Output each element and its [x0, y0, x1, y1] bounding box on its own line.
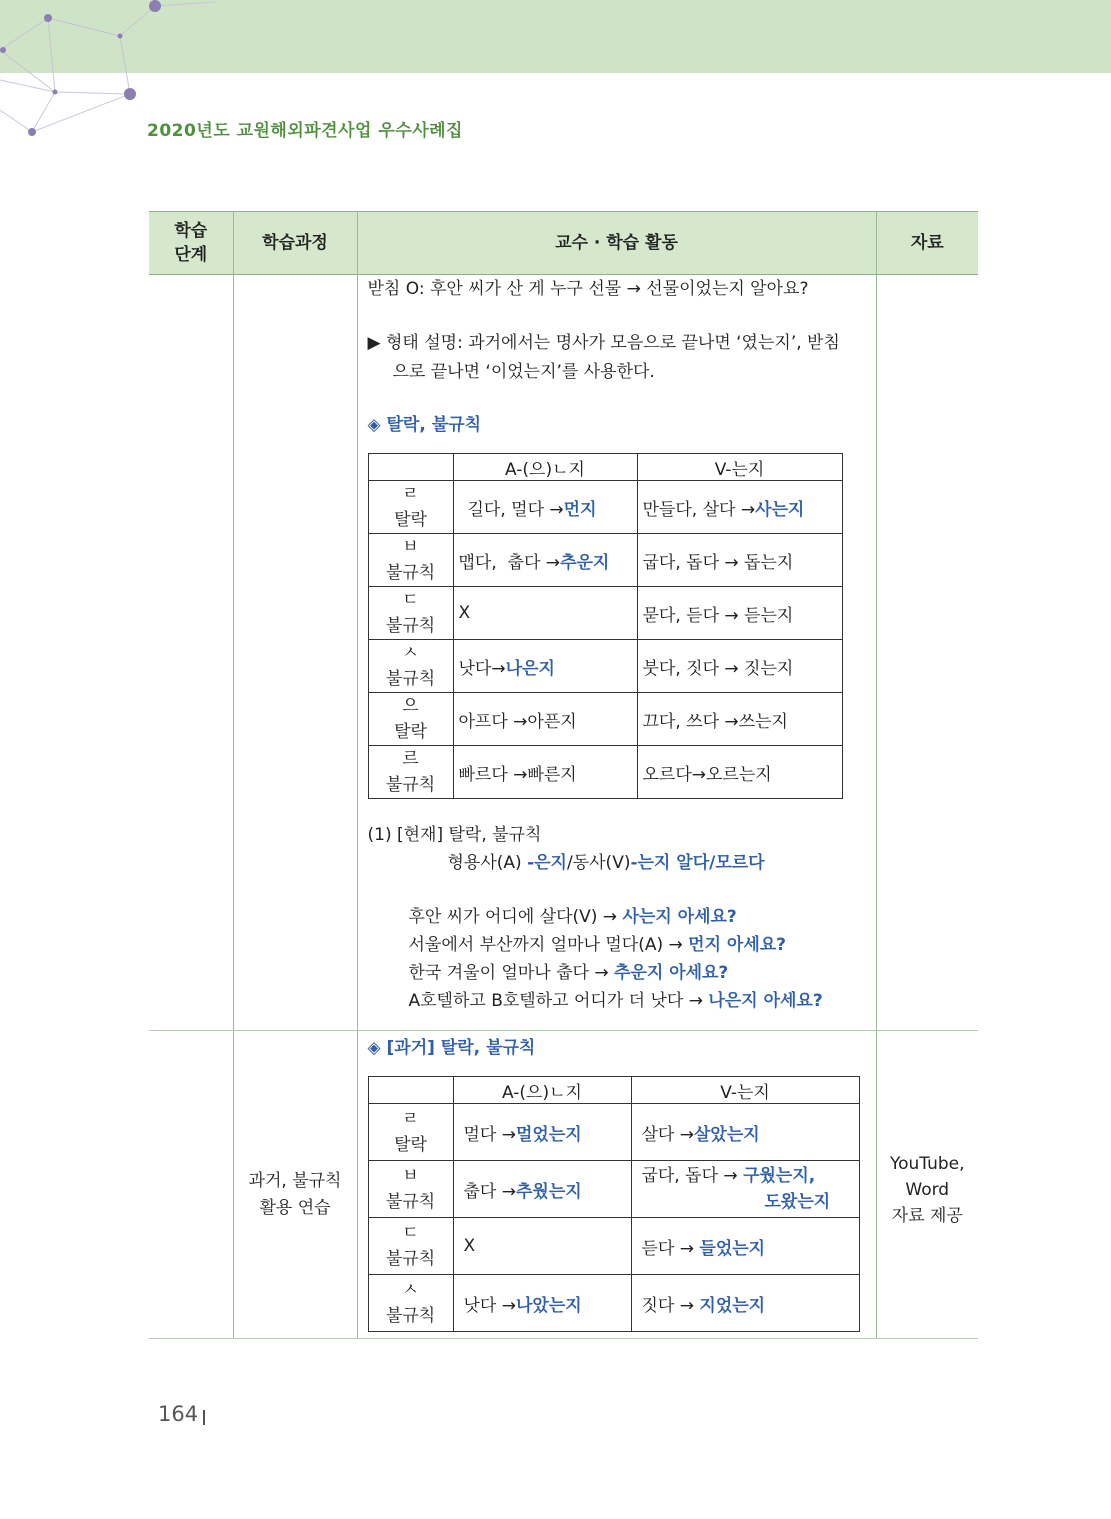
inner-header-verb: V-는지 — [631, 1077, 859, 1104]
adj-cell — [453, 1161, 631, 1218]
header-material: 자료 — [876, 212, 978, 275]
rule-label — [368, 481, 453, 534]
present-conjugation-table — [368, 453, 843, 799]
pattern-text: 형용사(A) — [447, 853, 528, 873]
verb-answer: 살았는지 — [694, 1124, 760, 1145]
adj-answer: 추운지 — [560, 552, 610, 573]
example-answer: 먼지 아세요? — [688, 935, 787, 955]
example-sentence — [368, 987, 866, 1015]
verb-text: 끄다, 쓰다 →쓰는지 — [642, 711, 788, 732]
table-row — [368, 481, 842, 534]
pattern-text: /동사(V) — [566, 853, 631, 873]
rule-label — [368, 693, 453, 746]
adj-text: 빠르다 →빠른지 — [458, 764, 577, 785]
material-line: YouTube, — [889, 1153, 965, 1174]
activity-cell — [357, 1031, 876, 1339]
bullet-line-cont: 으로 끝나면 ‘이었는지’를 사용한다. — [392, 362, 655, 382]
grammar-pattern — [368, 849, 866, 877]
section-title — [368, 1034, 866, 1062]
adj-cell — [453, 1218, 631, 1275]
verb-cell — [631, 1275, 859, 1332]
activity-line: 받침 O: 후안 씨가 산 게 누구 선물 → 선물이었는지 알아요? — [367, 279, 809, 299]
table-row — [368, 640, 842, 693]
verb-answer: 들었는지 — [699, 1238, 766, 1259]
header-row — [149, 212, 978, 275]
header-process: 학습과정 — [233, 212, 357, 275]
adj-answer: 먼지 — [563, 499, 597, 520]
header-activity: 교수 · 학습 활동 — [357, 212, 876, 275]
rule-label — [368, 1275, 453, 1332]
rule-letter: ㅂ — [402, 1166, 419, 1186]
verb-cell — [631, 1161, 859, 1218]
adj-cell — [453, 587, 637, 640]
verb-cell — [631, 1104, 859, 1161]
table-row — [368, 1104, 859, 1161]
adj-cell — [453, 693, 637, 746]
rule-name: 불규칙 — [385, 1192, 436, 1212]
table-row — [368, 1161, 859, 1218]
process-cell — [233, 1031, 357, 1339]
section-title — [368, 411, 866, 439]
inner-header-empty — [368, 454, 453, 481]
rule-label — [368, 640, 453, 693]
verb-cell — [637, 587, 842, 640]
table-row — [149, 1031, 978, 1339]
rule-name: 불규칙 — [385, 1306, 436, 1326]
verb-answer: 지었는지 — [699, 1295, 766, 1316]
adj-answer: 나은지 — [505, 658, 555, 679]
process-line: 활용 연습 — [259, 1197, 331, 1218]
example-text: A호텔하고 B호텔하고 어디가 더 낫다 → — [408, 991, 709, 1011]
verb-cell — [637, 481, 842, 534]
example-answer: 사는지 아세요? — [622, 907, 737, 927]
table-row — [368, 1275, 859, 1332]
adj-text: 낫다→ — [458, 658, 506, 679]
verb-text: 굽다, 돕다 → 돕는지 — [642, 552, 794, 573]
rule-label — [368, 746, 453, 799]
verb-answer: 도왔는지 — [764, 1192, 831, 1212]
verb-answer: 사는지 — [755, 499, 805, 520]
example-answer: 나은지 아세요? — [708, 991, 823, 1011]
rule-name: 불규칙 — [385, 616, 436, 636]
section-title-text: 탈락, 불규칙 — [386, 415, 481, 435]
diamond-bullet-icon: ◈ — [367, 1038, 381, 1058]
verb-cell — [637, 534, 842, 587]
rule-letter: ㅂ — [402, 537, 419, 557]
adj-text: X — [458, 603, 471, 623]
verb-cell — [637, 693, 842, 746]
material-cell — [876, 1031, 978, 1339]
lesson-plan-table — [149, 211, 978, 1339]
adj-text: X — [463, 1236, 476, 1256]
verb-cell — [637, 640, 842, 693]
adj-text: 아프다 →아픈지 — [458, 711, 577, 732]
example-text: 서울에서 부산까지 얼마나 멀다(A) → — [408, 935, 689, 955]
rule-letter: ㅅ — [402, 643, 419, 663]
rule-name: 불규칙 — [385, 563, 436, 583]
inner-header-row — [368, 454, 842, 481]
page-number-divider — [203, 1410, 205, 1425]
rule-letter: ㅅ — [402, 1280, 419, 1300]
adj-text: 길다, 멀다 → — [467, 499, 564, 520]
verb-text: 만들다, 살다 → — [642, 499, 756, 520]
adj-text: 낫다 → — [463, 1295, 516, 1316]
activity-cell — [357, 275, 876, 1031]
example-sentence — [368, 959, 866, 987]
verb-text: 살다 → — [641, 1124, 694, 1145]
process-cell — [233, 275, 357, 1031]
process-line: 과거, 불규칙 — [248, 1170, 342, 1191]
example-text: 후안 씨가 어디에 살다(V) → — [408, 907, 623, 927]
rule-name: 불규칙 — [385, 669, 436, 689]
verb-text: 짓다 → — [641, 1295, 700, 1316]
rule-label — [368, 1218, 453, 1275]
rule-name: 불규칙 — [385, 1249, 436, 1269]
material-line: Word — [905, 1179, 950, 1200]
verb-cell — [637, 746, 842, 799]
adj-answer: 추웠는지 — [516, 1181, 582, 1202]
verb-text: 굽다, 돕다 → — [641, 1166, 744, 1186]
example-sentence — [368, 903, 866, 931]
rule-name: 탈락 — [394, 722, 427, 742]
adj-cell — [453, 534, 637, 587]
stage-cell — [149, 1031, 233, 1339]
material-line: 자료 제공 — [891, 1205, 963, 1226]
pattern-ending: -는지 알다/모르다 — [630, 853, 765, 873]
adj-cell — [453, 640, 637, 693]
rule-label — [368, 534, 453, 587]
rule-letter: ㄹ — [402, 1109, 419, 1129]
bullet-line — [368, 329, 866, 358]
table-row — [368, 587, 842, 640]
table-row — [368, 534, 842, 587]
header-stage: 학습 단계 — [149, 212, 233, 275]
table-row — [368, 693, 842, 746]
rule-name: 불규칙 — [385, 775, 436, 795]
rule-letter: ㄹ — [402, 484, 419, 504]
verb-text: 오르다→오르는지 — [642, 764, 772, 785]
verb-text: 듣다 → — [641, 1238, 700, 1259]
pattern-ending: -은지 — [527, 853, 567, 873]
table-row — [368, 746, 842, 799]
material-cell — [876, 275, 978, 1031]
adj-answer: 멀었는지 — [516, 1124, 582, 1145]
past-conjugation-table — [368, 1076, 860, 1332]
adj-answer: 나았는지 — [516, 1295, 582, 1316]
adj-text: 맵다, 춥다 → — [458, 552, 561, 573]
verb-cell — [631, 1218, 859, 1275]
table-row — [368, 1218, 859, 1275]
table-row — [149, 275, 978, 1031]
bullet-text: 형태 설명: 과거에서는 명사가 모음으로 끝나면 ‘였는지’, 받침 — [385, 333, 840, 353]
rule-label — [368, 1161, 453, 1218]
inner-header-empty — [368, 1077, 453, 1104]
rule-letter: ㄷ — [402, 1223, 419, 1243]
example-text: 한국 겨울이 얼마나 춥다 → — [408, 963, 614, 983]
adj-cell — [453, 1275, 631, 1332]
rule-label — [368, 1104, 453, 1161]
adj-text: 멀다 → — [463, 1124, 516, 1145]
rule-letter: ㄷ — [402, 590, 419, 610]
stage-cell — [149, 275, 233, 1031]
example-answer: 추운지 아세요? — [613, 963, 729, 983]
adj-cell — [453, 1104, 631, 1161]
adj-cell — [453, 481, 637, 534]
example-sentence — [368, 931, 866, 959]
rule-name: 탈락 — [394, 510, 427, 530]
adj-text: 춥다 → — [463, 1181, 516, 1202]
rule-label — [368, 587, 453, 640]
rule-letter: 으 — [402, 696, 419, 716]
adj-cell — [453, 746, 637, 799]
rule-letter: 르 — [402, 749, 419, 769]
section-title-text: [과거] 탈락, 불규칙 — [386, 1038, 536, 1058]
present-heading: (1) [현재] 탈락, 불규칙 — [367, 825, 542, 845]
inner-header-verb: V-는지 — [637, 454, 842, 481]
diamond-bullet-icon: ◈ — [367, 415, 381, 435]
page-number: 164 — [158, 1402, 199, 1426]
verb-text: 붓다, 짓다 → 짓는지 — [642, 658, 794, 679]
document-title: 2020년도 교원해외파견사업 우수사례집 — [147, 121, 463, 141]
inner-header-row — [368, 1077, 859, 1104]
triangle-bullet-icon: ▶ — [367, 333, 381, 353]
inner-header-adj: A-(으)ㄴ지 — [453, 1077, 631, 1104]
verb-answer: 구웠는지, — [743, 1166, 816, 1186]
inner-header-adj: A-(으)ㄴ지 — [453, 454, 637, 481]
verb-text: 묻다, 듣다 → 듣는지 — [642, 605, 794, 626]
rule-name: 탈락 — [394, 1135, 427, 1155]
